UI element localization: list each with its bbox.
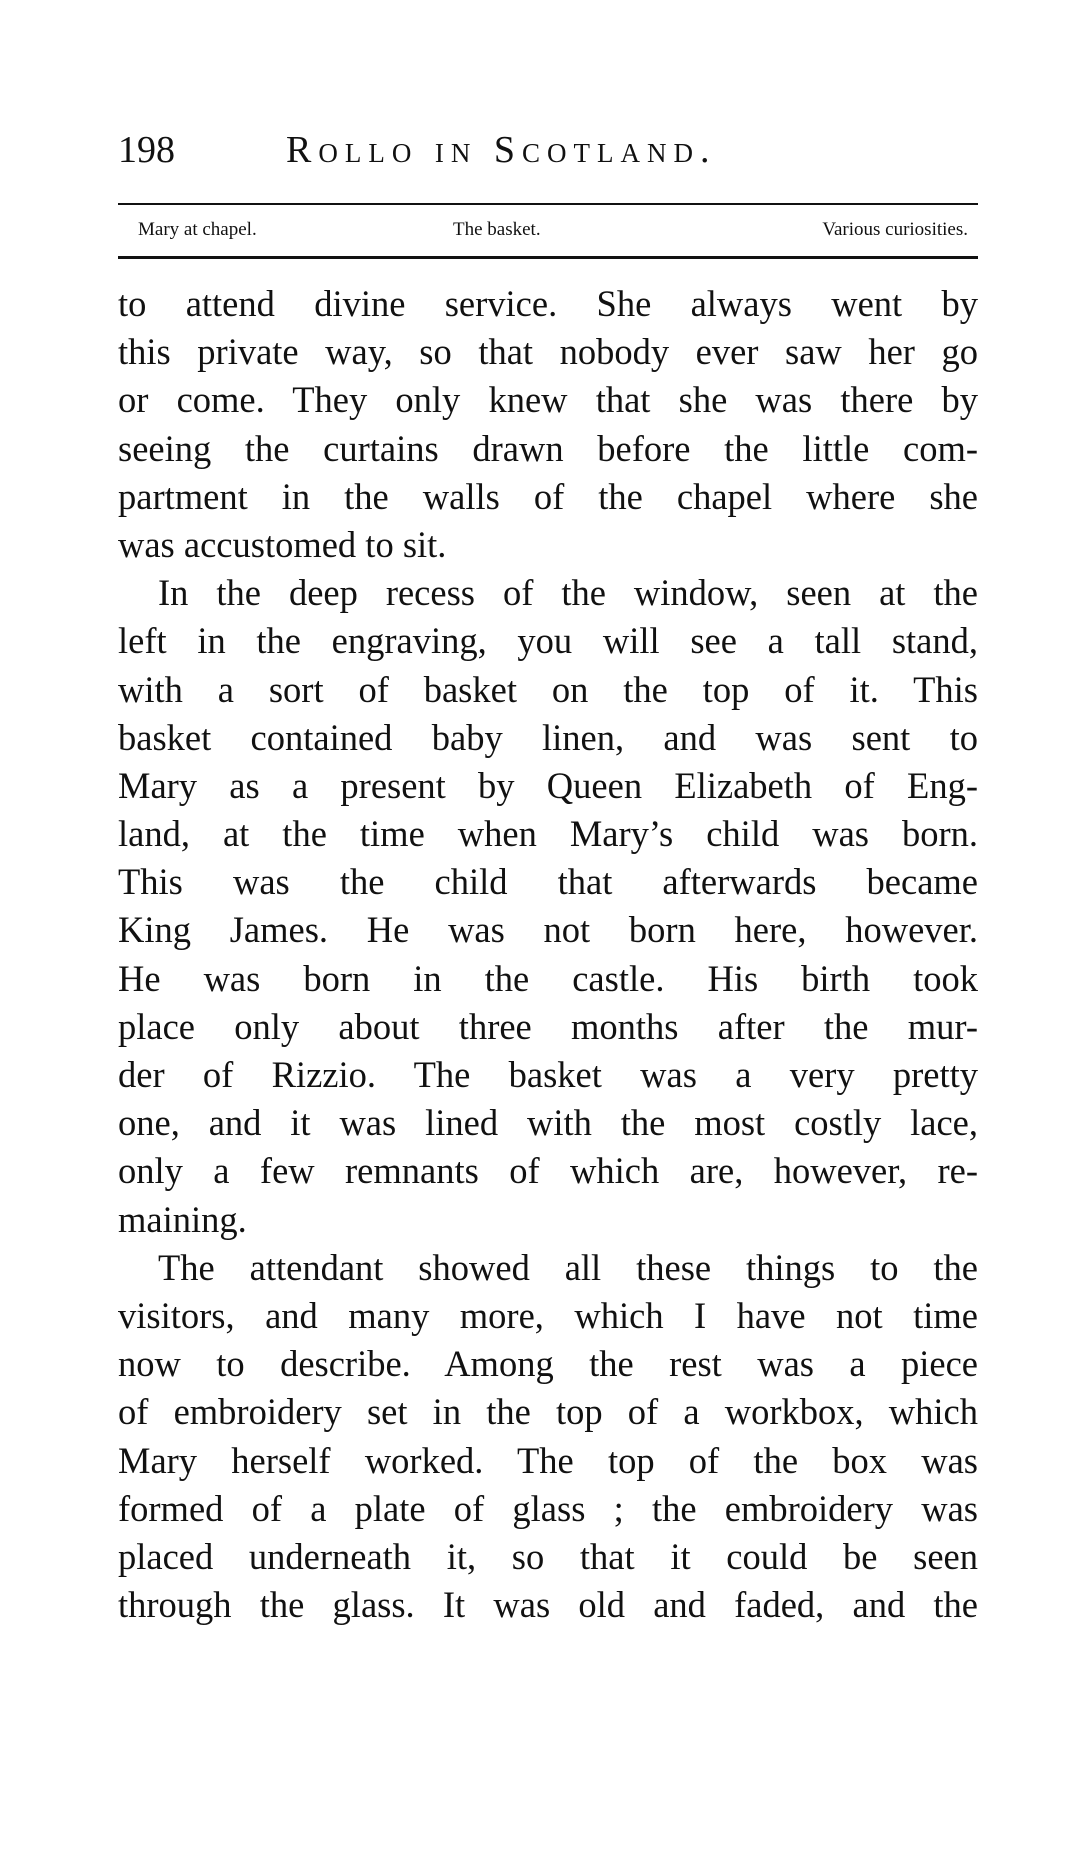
text-line: maining. [118, 1198, 247, 1240]
text-line: through the glass. It was old and faded, and the [118, 1584, 978, 1626]
running-head [118, 128, 978, 188]
text-line: In the deep recess of the window, seen at the [158, 572, 978, 614]
text-line: with a sort of basket on the top of it. This [118, 668, 978, 710]
text-line: The attendant showed all these things to the [158, 1246, 978, 1288]
text-line: one, and it was lined with the most costly lace, [118, 1102, 978, 1144]
topic-line [138, 212, 968, 248]
text-line: Mary as a present by Queen Elizabeth of Eng- [118, 764, 978, 806]
book-title: Rollo in Scotland. [286, 129, 717, 171]
text-line: formed of a plate of glass ; the embroidery was [118, 1487, 978, 1529]
text-line: was accustomed to sit. [118, 523, 447, 565]
text-line: land, at the time when Mary’s child was born. [118, 813, 978, 855]
text-line: visitors, and many more, which I have not time [118, 1294, 978, 1336]
text-line: of embroidery set in the top of a workbox, which [118, 1391, 978, 1433]
text-line: seeing the curtains drawn before the little com- [118, 427, 978, 469]
text-line: now to describe. Among the rest was a piece [118, 1343, 978, 1385]
text-line: place only about three months after the mur- [118, 1005, 978, 1047]
topic-various-curiosities: Various curiosities. [822, 219, 968, 240]
text-line: This was the child that afterwards became [118, 861, 978, 903]
header-rule-bottom [118, 256, 978, 259]
topic-mary-at-chapel: Mary at chapel. [138, 219, 257, 240]
text-line: partment in the walls of the chapel where she [118, 475, 978, 517]
text-line: der of Rizzio. The basket was a very pretty [118, 1054, 978, 1095]
text-line: only a few remnants of which are, however, re- [118, 1150, 978, 1192]
text-line: to attend divine service. She always went by [118, 283, 978, 324]
header-rule-top [118, 203, 978, 205]
text-line: Mary herself worked. The top of the box was [118, 1439, 978, 1481]
body-text [118, 280, 978, 1629]
text-line: basket contained baby linen, and was sent to [118, 716, 978, 758]
text-line: placed underneath it, so that it could be seen [118, 1535, 978, 1577]
text-line: King James. He was not born here, however. [118, 909, 978, 951]
text-line: this private way, so that nobody ever saw her go [118, 331, 978, 373]
text-line: He was born in the castle. His birth took [118, 957, 978, 999]
topic-the-basket: The basket. [453, 219, 541, 240]
text-line: or come. They only knew that she was there by [118, 379, 978, 421]
page-number: 198 [118, 129, 175, 171]
text-line: left in the engraving, you will see a tall stand, [118, 620, 978, 662]
